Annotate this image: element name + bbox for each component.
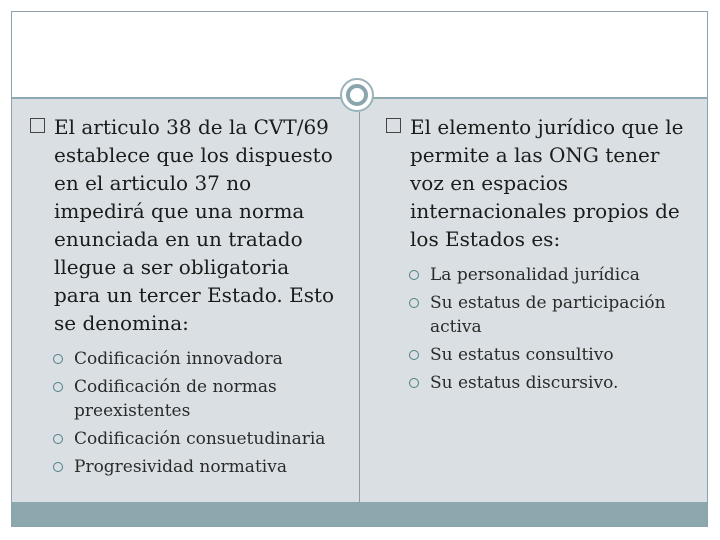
square-checkbox-bullet-icon <box>386 118 401 133</box>
right-option-2 <box>386 291 686 339</box>
right-option-1-text: La personalidad jurídica <box>430 265 640 285</box>
left-column <box>30 113 340 483</box>
right-option-2-text: Su estatus de participación activa <box>430 293 666 337</box>
left-option-1 <box>30 347 340 371</box>
hollow-circle-bullet-icon <box>53 354 63 364</box>
left-question-text: El articulo 38 de la CVT/69 establece que los dispuesto en el articulo 37 no impedirá que una norma enunciada en un tratado llegue a ser obligatoria para un tercer Estado. Esto se denomina: <box>54 115 335 335</box>
hollow-circle-bullet-icon <box>53 462 63 472</box>
hollow-circle-bullet-icon <box>409 298 419 308</box>
column-separator <box>359 112 360 502</box>
right-question <box>386 113 686 253</box>
right-options-list <box>386 263 686 395</box>
footer-bar <box>12 502 707 526</box>
left-option-2-text: Codificación de normas preexistentes <box>74 377 277 421</box>
right-option-3 <box>386 343 686 367</box>
left-option-4-text: Progresividad normativa <box>74 457 287 477</box>
hollow-circle-bullet-icon <box>409 270 419 280</box>
right-question-text: El elemento jurídico que le permite a las ONG tener voz en espacios internacionales propios de los Estados es: <box>410 115 684 251</box>
left-option-1-text: Codificación innovadora <box>74 349 283 369</box>
left-option-3-text: Codificación consuetudinaria <box>74 429 326 449</box>
left-question <box>30 113 340 337</box>
hollow-circle-bullet-icon <box>53 434 63 444</box>
square-checkbox-bullet-icon <box>30 118 45 133</box>
left-options-list <box>30 347 340 479</box>
right-option-4 <box>386 371 686 395</box>
left-option-2 <box>30 375 340 423</box>
hollow-circle-bullet-icon <box>409 350 419 360</box>
hollow-circle-bullet-icon <box>409 378 419 388</box>
left-option-3 <box>30 427 340 451</box>
right-column <box>386 113 686 399</box>
hollow-circle-bullet-icon <box>53 382 63 392</box>
circle-divider-icon <box>340 78 374 112</box>
circle-divider-inner <box>346 84 368 106</box>
left-option-4 <box>30 455 340 479</box>
right-option-3-text: Su estatus consultivo <box>430 345 614 365</box>
right-option-1 <box>386 263 686 287</box>
right-option-4-text: Su estatus discursivo. <box>430 373 619 393</box>
